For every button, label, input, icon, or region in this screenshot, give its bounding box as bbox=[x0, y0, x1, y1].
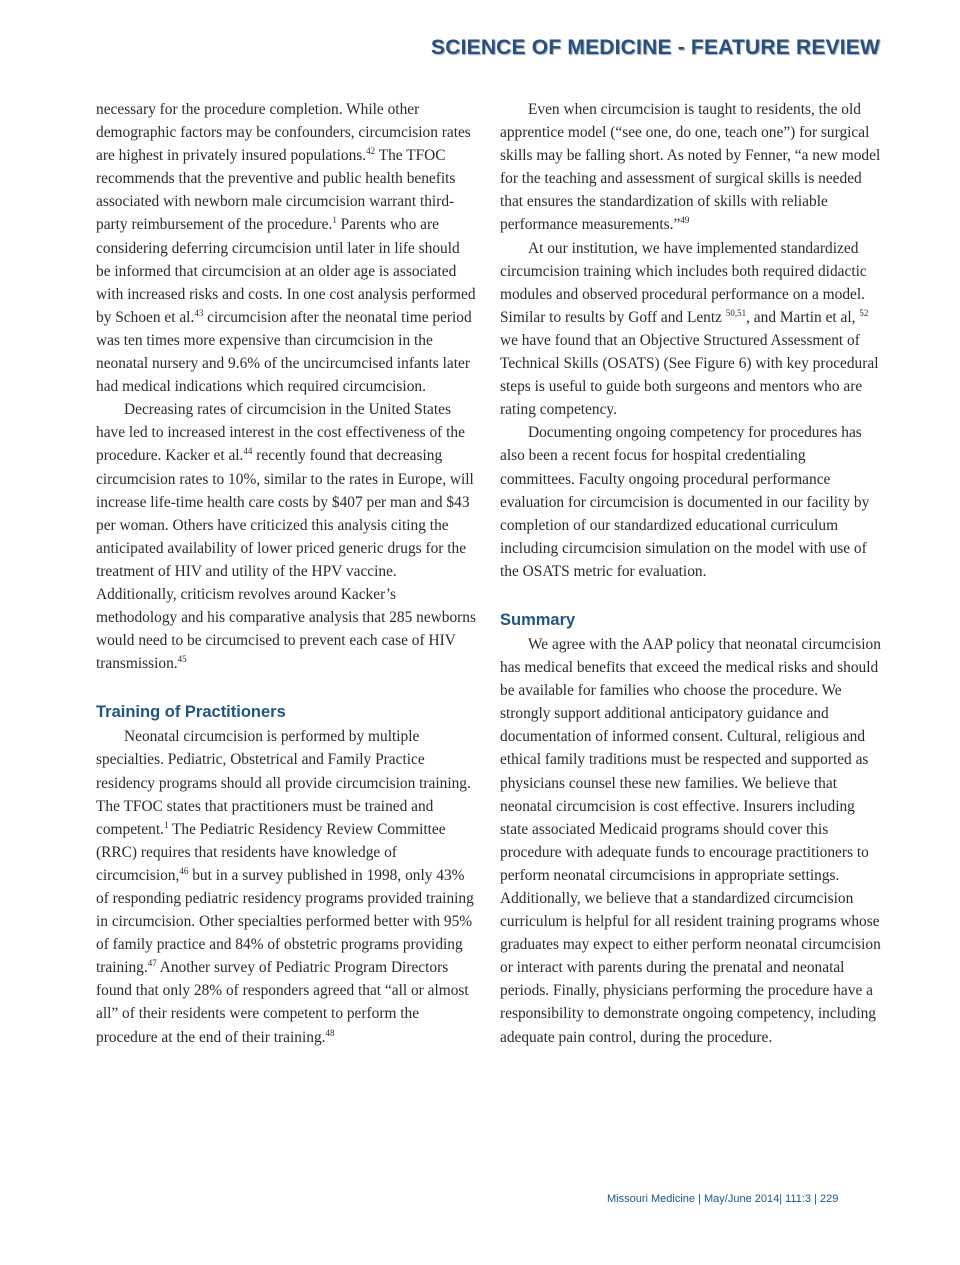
paragraph: We agree with the AAP policy that neonatal circumcision has medical benefits that exceed the medical risks and should be available for families who choose the procedure. We strongly support additional anticipatory guidance and documentation of informed consent. Cultural, religious and ethical family traditions must be respected and supported as physicians counsel these new families. We believe that neonatal circumcision is cost effective. Insurers including state associated Medicaid programs should cover this procedure with adequate funds to encourage practitioners to perform neonatal circumcisions in appropriate settings. Additionally, we believe that a standardized circumcision curriculum is helpful for all resident training programs whose graduates may expect to either perform neonatal circumcision or interact with parents during the prenatal and neonatal periods. Finally, physicians performing the procedure have a responsibility to demonstrate ongoing competency, including adequate pain control, during the procedure. bbox=[500, 635, 881, 1046]
paragraph: Neonatal circumcision is performed by multiple specialties. Pediatric, Obstetrical and Family Practice residency programs should all provide circumcision training. The TFOC states that practitioners must be trained and competent.$^1$ The Pediatric Residency Review Committee (RRC) requires that residents have knowledge of circumcision,$^{46}$ but in a survey published in 1998, only 43% of responding pediatric residency programs provided training in circumcision. Other specialties performed better with 95% of family practice and 84% of obstetric programs providing training.$^{47}$ Another survey of Pediatric Program Directors found that only 28% of responders agreed that “all or almost all” of their residents were competent to perform the procedure at the end of their training.$^{48}$ bbox=[96, 728, 474, 1046]
citation: 46 bbox=[179, 865, 189, 876]
citation: 42 bbox=[366, 146, 376, 157]
citation: 48 bbox=[325, 1027, 335, 1038]
citation: 44 bbox=[243, 446, 253, 457]
citation: 45 bbox=[177, 654, 187, 665]
citation: 50,51 bbox=[725, 307, 747, 318]
citation: 47 bbox=[147, 958, 157, 969]
paragraph: At our institution, we have implemented standardized circumcision training which includes both required didactic modules and observed procedural performance on a model. Similar to results by Goff and Lentz $^{50,51}$, and Martin et al, $^{52}$ we have found that an Objective Structured Assessment of Technical Skills (OSATS) (See Figure 6) with key procedural steps is useful to guide both surgeons and mentors who are rating competency. bbox=[500, 239, 879, 419]
citation: 1 bbox=[332, 215, 337, 226]
section-heading-training: Training of Practitioners bbox=[96, 703, 286, 722]
section-heading-summary: Summary bbox=[500, 610, 576, 629]
page-footer: Missouri Medicine | May/June 2014| 111:3 | 229 bbox=[607, 1193, 839, 1205]
section-header: SCIENCE OF MEDICINE - FEATURE REVIEW bbox=[431, 36, 880, 59]
citation: 43 bbox=[194, 307, 204, 318]
paragraph: Even when circumcision is taught to residents, the old apprentice model (“see one, do one, teach one”) for surgical skills may be falling short. As noted by Fenner, “a new model for the teaching and assessment of surgical skills is needed that ensures the standardization of skills with reliable performance measurements.”$^{49}$ bbox=[500, 101, 881, 234]
left-column bbox=[96, 98, 478, 1049]
paragraph: Documenting ongoing competency for procedures has also been a recent focus for hospital credentialing committees. Faculty ongoing procedural performance evaluation for circumcision is documented in our facility by completion of our standardized educational curriculum including circumcision simulation on the model with use of the OSATS metric for evaluation. bbox=[500, 424, 870, 580]
citation: 1 bbox=[163, 819, 169, 830]
paragraph: Decreasing rates of circumcision in the United States have led to increased interest in the cost effectiveness of the procedure. Kacker et al.$^{44}$ recently found that decreasing circumcision rates to 10%, similar to the rates in Europe, will increase life-time health care costs by $407 per man and $43 per woman. Others have criticized this analysis citing the anticipated availability of lower priced generic drugs for the treatment of HIV and utility of the HPV vaccine. Additionally, criticism revolves around Kacker’s methodology and his comparative analysis that 285 newborns would need to be circumcised to prevent each case of HIV transmission.$^{45}$ bbox=[96, 401, 476, 673]
right-column bbox=[500, 98, 882, 1049]
citation: 49 bbox=[680, 215, 690, 226]
citation: 52 bbox=[859, 307, 869, 318]
paragraph: necessary for the procedure completion. While other demographic factors may be confounders, circumcision rates are highest in privately insured populations.$^{42}$ The TFOC recommends that the preventive and public health benefits associated with newborn male circumcision warrant third-party reimbursement of the procedure.$^1$ Parents who are considering deferring circumcision until later in life should be informed that circumcision at an older age is associated with increased risks and costs. In one cost analysis performed by Schoen et al.$^{43}$ circumcision after the neonatal time period was ten times more expensive than circumcision in the neonatal nursery and 9.6% of the uncircumcised infants later had medical indications which required circumcision. bbox=[96, 101, 476, 396]
